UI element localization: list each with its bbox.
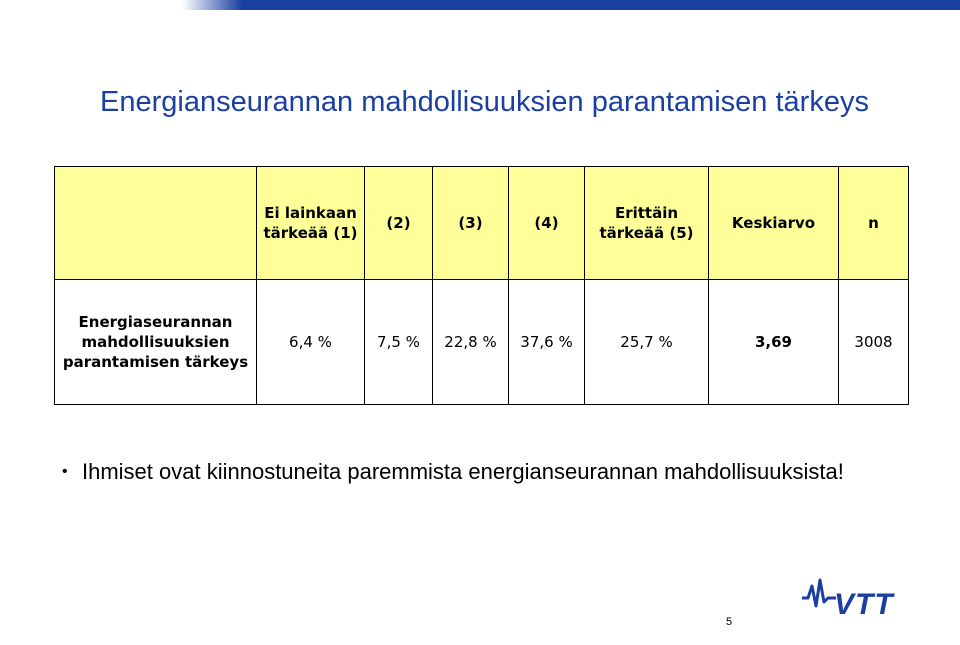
bullet-dot-icon: • bbox=[62, 463, 68, 480]
cell-2: 7,5 % bbox=[365, 280, 433, 405]
vtt-logo-icon bbox=[800, 576, 916, 620]
top-bar-stripe bbox=[242, 0, 960, 10]
page-number: 5 bbox=[726, 616, 733, 628]
header-cell-n: n bbox=[839, 167, 909, 280]
top-decorative-bar bbox=[0, 0, 960, 20]
bullet-text: Ihmiset ovat kiinnostuneita paremmista energianseurannan mahdollisuuksista! bbox=[82, 459, 844, 484]
header-cell-1: Ei lainkaan tärkeää (1) bbox=[257, 167, 365, 280]
cell-n: 3008 bbox=[839, 280, 909, 405]
header-cell-mean: Keskiarvo bbox=[709, 167, 839, 280]
cell-4: 37,6 % bbox=[509, 280, 585, 405]
cell-5: 25,7 % bbox=[585, 280, 709, 405]
header-cell-2: (2) bbox=[365, 167, 433, 280]
header-cell-3: (3) bbox=[433, 167, 509, 280]
survey-table bbox=[54, 166, 909, 405]
top-bar-gradient bbox=[182, 0, 242, 10]
header-cell-empty bbox=[55, 167, 257, 280]
header-cell-4: (4) bbox=[509, 167, 585, 280]
vtt-logo-text: VTT bbox=[834, 588, 894, 620]
cell-1: 6,4 % bbox=[257, 280, 365, 405]
row-label: Energiaseurannan mahdollisuuksien parantamisen tärkeys bbox=[55, 280, 257, 405]
slide-title: Energianseurannan mahdollisuuksien parantamisen tärkeys bbox=[100, 86, 869, 118]
table-row bbox=[55, 280, 909, 405]
header-cell-5: Erittäin tärkeää (5) bbox=[585, 167, 709, 280]
table-header-row bbox=[55, 167, 909, 280]
cell-3: 22,8 % bbox=[433, 280, 509, 405]
cell-mean: 3,69 bbox=[709, 280, 839, 405]
